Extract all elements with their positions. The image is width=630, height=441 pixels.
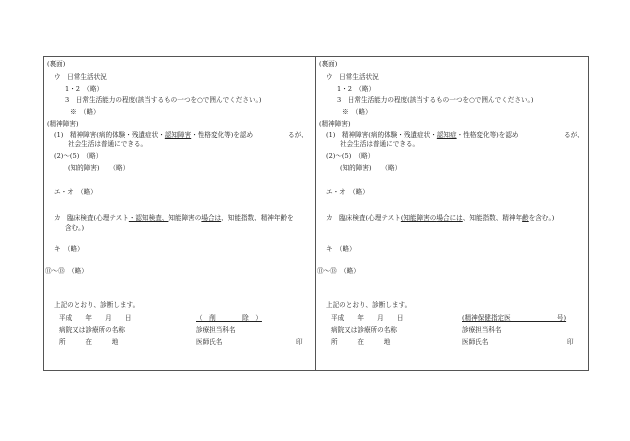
ka-part-f: を含む。) xyxy=(528,214,555,222)
items-1-2: 1・2 （略） xyxy=(65,85,104,93)
item-1-suffix: ・性格変化等)を認め xyxy=(456,131,519,139)
department-label: 診療担当科名 xyxy=(462,326,502,334)
items-11-13: ⑪～⑬ （略） xyxy=(45,267,88,275)
item-1-underlined: 認知症 xyxy=(436,131,457,139)
section-ka-line1 xyxy=(326,214,554,222)
ka-part-a: カ 臨床検査(心理テスト xyxy=(54,214,129,222)
doctor-name-label: 医師氏名 xyxy=(462,338,489,346)
right-column xyxy=(317,56,585,371)
ka-part-c: 知能障害の xyxy=(168,214,202,222)
item-1-prefix: (1) 精神障害(病的体験・残遺症状・ xyxy=(54,131,165,139)
ka-part-b: (知能障害の xyxy=(400,214,437,222)
ka-part-a: カ 臨床検査(心理テスト xyxy=(326,214,401,222)
item-1-prefix: (1) 精神障害(病的体験・残遺症状・ xyxy=(326,131,437,139)
ability-level-3: 3 日常生活能力の程度(該当するもの一つを○で囲んでください。) xyxy=(337,96,534,104)
bracket-note: （ 削 除 ） xyxy=(196,314,262,322)
back-side-label: (裏面) xyxy=(47,60,66,68)
date-line: 平成 年 月 日 xyxy=(59,314,132,322)
daily-life-heading: ウ 日常生活状況 xyxy=(54,73,107,81)
item-1-suffix: ・性格変化等)を認め xyxy=(191,131,254,139)
mental-disorder-heading: (精神障害) xyxy=(47,120,79,128)
omitted-mark: ※ （略） xyxy=(70,108,100,116)
ka-part-d: 場合は xyxy=(201,214,222,222)
items-2-5: (2)～(5) （略） xyxy=(54,152,103,160)
location-label: 所 在 地 xyxy=(59,338,119,346)
date-line: 平成 年 月 日 xyxy=(331,314,404,322)
omitted-mark: ※ （略） xyxy=(342,108,372,116)
department-label: 診療担当科名 xyxy=(196,326,236,334)
section-ki: キ （略） xyxy=(326,245,356,253)
intellectual-disorder: (知的障害) （略） xyxy=(68,164,130,172)
item-1-line2: 社会生活は普通にできる。 xyxy=(68,140,148,148)
ka-part-d: 、知能指数、精神年 xyxy=(462,214,523,222)
ka-part-e: 、知能指数、精神年齢を xyxy=(221,214,294,222)
ka-part-c: 場合には xyxy=(436,214,463,222)
seal-mark: 印 xyxy=(567,338,574,346)
hospital-name-label: 病院又は診療所の名称 xyxy=(331,326,397,334)
hospital-name-label: 病院又は診療所の名称 xyxy=(59,326,125,334)
column-divider xyxy=(315,56,316,371)
ability-level-3: 3 日常生活能力の程度(該当するもの一つを○で囲んでください。) xyxy=(65,96,262,104)
item-1-underlined: 認知障害 xyxy=(164,131,192,139)
section-eo: エ・オ （略） xyxy=(54,188,97,196)
section-ka-line2: 含む。) xyxy=(65,224,85,232)
ka-part-b: ・認知検査、 xyxy=(128,214,169,222)
section-ki: キ （略） xyxy=(54,245,84,253)
location-label: 所 在 地 xyxy=(331,338,391,346)
item-1-line1 xyxy=(326,131,519,139)
items-2-5: (2)～(5) （略） xyxy=(326,152,375,160)
bracket-note: (精神保健指定医 号) xyxy=(462,314,567,322)
item-1-line2: 社会生活は普通にできる。 xyxy=(340,140,420,148)
items-1-2: 1・2 （略） xyxy=(337,85,376,93)
back-side-label: (裏面) xyxy=(319,60,338,68)
intellectual-disorder: (知的障害) （略） xyxy=(340,164,402,172)
doctor-name-label: 医師氏名 xyxy=(196,338,223,346)
section-eo: エ・オ （略） xyxy=(326,188,369,196)
diagnosis-statement: 上記のとおり、診断します。 xyxy=(326,301,412,309)
section-ka-line1 xyxy=(54,214,294,222)
items-11-13: ⑪～⑬ （略） xyxy=(317,267,360,275)
seal-mark: 印 xyxy=(296,338,303,346)
item-1-tail: るが、 xyxy=(564,131,584,139)
left-column xyxy=(45,56,313,371)
item-1-line1 xyxy=(54,131,253,139)
mental-disorder-heading: (精神障害) xyxy=(319,120,351,128)
item-1-tail: るが、 xyxy=(288,131,308,139)
ka-part-e: 齢 xyxy=(522,214,529,222)
diagnosis-statement: 上記のとおり、診断します。 xyxy=(54,301,140,309)
daily-life-heading: ウ 日常生活状況 xyxy=(326,73,379,81)
